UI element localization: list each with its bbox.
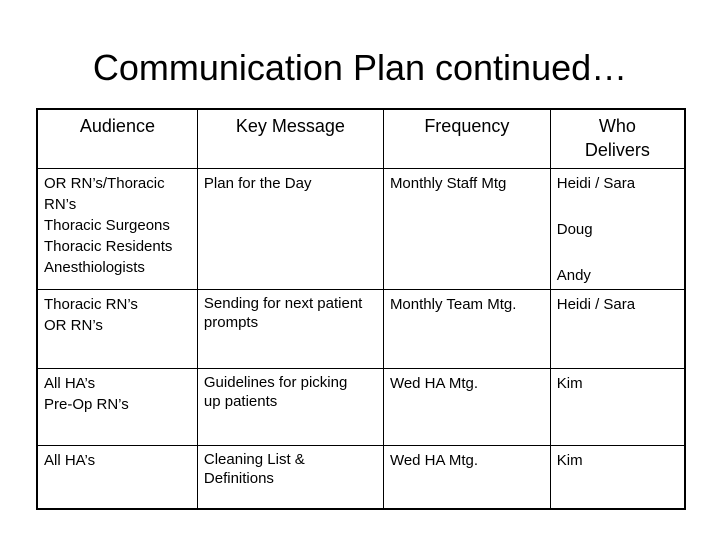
header-frequency: Frequency (383, 109, 550, 169)
cell-who-delivers (550, 169, 685, 290)
communication-plan-table (36, 108, 686, 510)
who-line: Andy (556, 267, 591, 284)
header-who-delivers (550, 109, 685, 169)
who-line: Heidi / Sara (556, 175, 636, 192)
table-row (37, 290, 685, 369)
header-audience: Audience (37, 109, 197, 169)
message-line: up patients (203, 393, 278, 410)
audience-line: Pre-Op RN’s (44, 396, 129, 413)
cell-key-message (197, 369, 383, 446)
message-line: Sending for next patient (203, 295, 363, 312)
cell-who-delivers (550, 446, 685, 510)
audience-line: Thoracic Residents (44, 238, 173, 255)
table-row (37, 169, 685, 290)
frequency-text: Monthly Team Mtg. (389, 296, 517, 313)
cell-key-message (197, 290, 383, 369)
audience-line: RN’s (44, 196, 77, 213)
audience-line: OR RN’s/Thoracic (44, 175, 165, 192)
cell-audience (37, 369, 197, 446)
cell-frequency (383, 446, 550, 510)
audience-line: All HA’s (44, 375, 96, 392)
message-line: Plan for the Day (203, 175, 312, 192)
who-line: Kim (556, 452, 583, 469)
table-row (37, 369, 685, 446)
cell-frequency (383, 290, 550, 369)
audience-line: Thoracic Surgeons (44, 217, 170, 234)
page-title: Communication Plan continued… (92, 47, 628, 88)
cell-audience (37, 446, 197, 510)
who-line: Kim (556, 375, 583, 392)
frequency-text: Wed HA Mtg. (389, 452, 479, 469)
table-row (37, 446, 685, 510)
who-line: Doug (556, 221, 593, 238)
cell-who-delivers (550, 290, 685, 369)
audience-line: All HA’s (44, 452, 96, 469)
audience-line: Anesthiologists (44, 259, 145, 276)
message-line: Guidelines for picking (203, 374, 348, 391)
frequency-text: Wed HA Mtg. (389, 375, 479, 392)
cell-who-delivers (550, 369, 685, 446)
table-header-row (37, 109, 685, 169)
cell-frequency (383, 169, 550, 290)
message-line: Definitions (203, 470, 274, 487)
cell-key-message (197, 169, 383, 290)
message-line: Cleaning List & (203, 451, 305, 468)
who-line: Heidi / Sara (556, 296, 636, 313)
audience-line: Thoracic RN’s (44, 296, 138, 313)
cell-audience (37, 169, 197, 290)
cell-frequency (383, 369, 550, 446)
message-line: prompts (203, 314, 259, 331)
audience-line: OR RN’s (44, 317, 103, 334)
cell-audience (37, 290, 197, 369)
header-key-message: Key Message (197, 109, 383, 169)
cell-key-message (197, 446, 383, 510)
frequency-text: Monthly Staff Mtg (389, 175, 507, 192)
header-who-delivers-text: Who Delivers (584, 116, 650, 160)
